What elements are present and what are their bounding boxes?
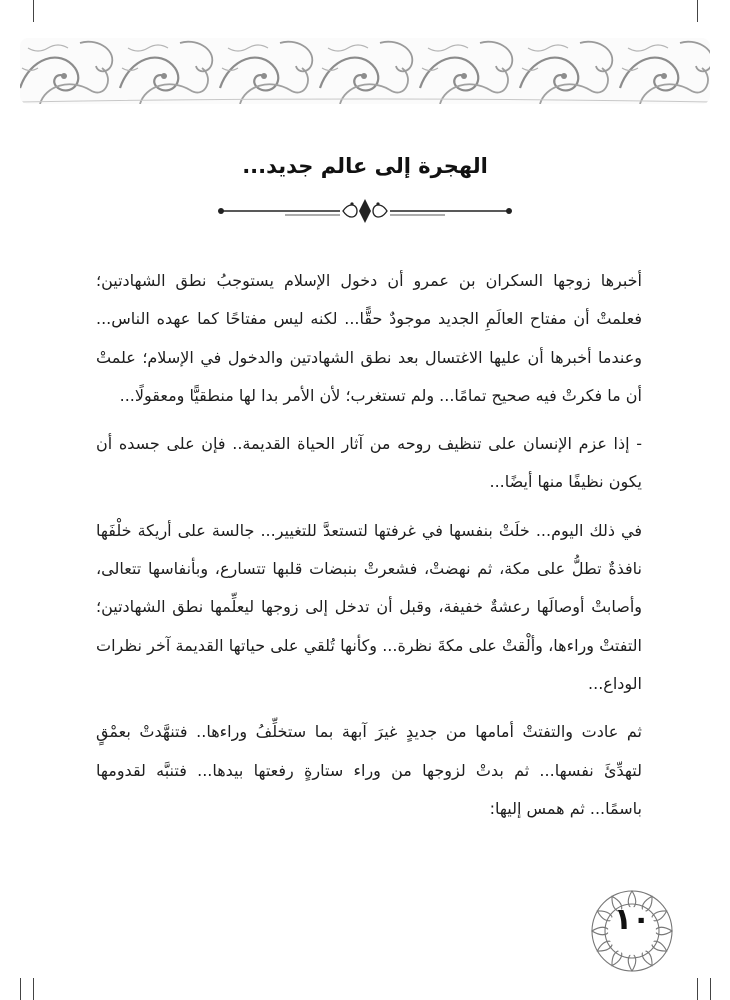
paragraph: ثم عادت والتفتتْ أمامها من جديدٍ غيرَ آبهة بما ستخلِّفُ وراءها.. فتنهَّدتْ بعمْقٍ لتهدِّئَ نفسها... ثم بدتْ لزوجها من وراء ستارةٍ رفعتها بيدها... فتنبَّه لقدومها باسمًا... ثم همس إليها: [96, 722, 642, 818]
paragraph: - إذا عزم الإنسان على تنظيف روحه من آثار الحياة القديمة.. فإن على جسده أن يكون نظيفًا منها أيضًا... [96, 434, 642, 492]
crop-mark-bottom-left-v [33, 978, 34, 1000]
ornament-pattern [20, 38, 710, 104]
chapter-title: الهجرة إلى عالم جديد... [242, 154, 488, 178]
crop-mark-bottom-left-v2 [20, 978, 21, 1000]
body-text [96, 262, 642, 828]
crop-mark-bottom-right-v [697, 978, 698, 1000]
page-number: ١٠ [613, 902, 651, 937]
paragraph: في ذلك اليوم... خلَتْ بنفسها في غرفتها لتستعدَّ للتغيير... جالسة على أريكة خلْفَها نافذةٌ تطلُّ على مكة، ثم نهضتْ، فشعرتْ بنبضات قلبها تتسارع، وبأنفاسها تتعالى، وأصابتْ أوصالَها رعشةٌ خفيفة، وقبل أن تدخل إلى زوجها ليعلِّمها نطق الشهادتين؛ التفتتْ وراءها، وألْقتْ على مكةَ نظرة... وكأنها تُلقي على حياتها القديمة آخر نظرات الوداع... [96, 520, 642, 693]
ornamental-header-band [20, 38, 710, 104]
crop-mark-top-right-v [697, 0, 698, 22]
title-divider-ornament [215, 196, 515, 226]
crop-mark-top-left-v [33, 0, 34, 22]
paragraph: أخبرها زوجها السكران بن عمرو أن دخول الإسلام يستوجبُ نطق الشهادتين؛ فعلمتْ أن مفتاح العالَمِ الجديد موجودٌ حقًّا... لكنه ليس مفتاحًا كما عهده الناس... وعندما أخبرها أن عليها الاغتسال بعد نطق الشهادتين والدخول في الإسلام؛ علمتْ أن ما فكرتْ فيه صحيح تمامًا... ولم تستغرب؛ لأن الأمر بدا لها منطقيًّا ومعقولًا... [96, 271, 642, 405]
crop-mark-bottom-right-v2 [710, 978, 711, 1000]
